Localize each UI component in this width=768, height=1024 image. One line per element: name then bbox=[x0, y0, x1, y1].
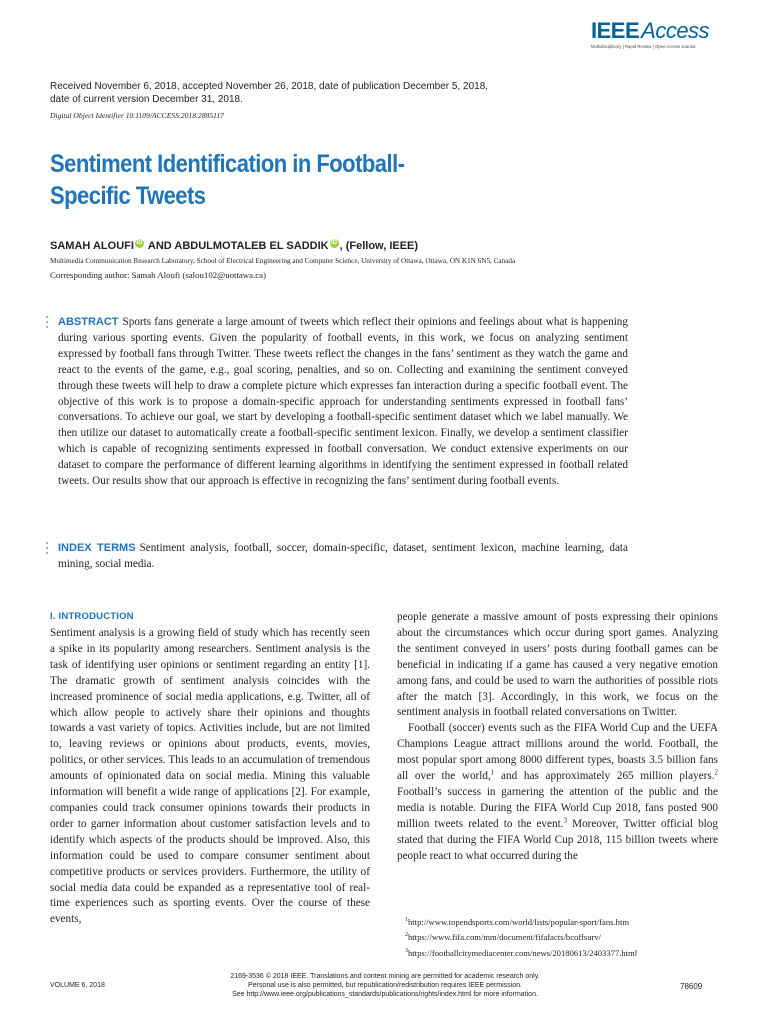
orcid-icon: iD bbox=[136, 239, 143, 246]
logo-tagline: Multidisciplinary | Rapid Review | Open Access Journal bbox=[591, 44, 696, 49]
footnote-number: 2 bbox=[405, 932, 408, 939]
abstract-text: Sports fans generate a large amount of tweets which reflect their opinions and feelings about what is happening during various sporting events. Given the popularity of football events, in this work, we focus on analyzing sentiment expressed by football fans through Twitter. These tweets reflect the changes in the fans’ sentiment as they watch the game and react to the events of the game, e.g., goal scoring, penalties, and so on. Collecting and examining the sentiment conveyed through these tweets will help to draw a complete picture which expresses fan interaction during a specific football event. The objective of this work is to propose a domain-specific approach for understanding sentiments expressed in football fans’ conversations. To achieve our goal, we start by developing a football-specific sentiment dataset which we label manually. We then utilize our dataset to automatically create a football-specific sentiment lexicon. Finally, we develop a sentiment classifier which is capable of recognizing sentiments expressed in football conversation. We conduct extensive experiments on our dataset to compare the performance of different learning algorithms in identifying the sentiment expressed in football related tweets. Our results show that our approach is effective in recognizing the fans’ sentiment during football events. bbox=[58, 316, 628, 488]
logo-wordmark bbox=[591, 20, 721, 42]
received-dates: Received November 6, 2018, accepted November 26, 2018, date of publication December 5, 2018, date of current version December 31, 2018. bbox=[50, 81, 489, 105]
footnote-number: 1 bbox=[405, 917, 408, 923]
body-column-right bbox=[397, 610, 718, 865]
affiliation: Multimedia Communication Research Laboratory, School of Electrical Engineering and Computer Science, University of Ottawa, Ottawa, ON K1N 6N5, Canada bbox=[50, 257, 516, 265]
abstract-label: ABSTRACT bbox=[58, 316, 119, 328]
author-2: AND ABDULMOTALEB EL SADDIK bbox=[147, 240, 329, 252]
license-notice bbox=[190, 972, 580, 1000]
footnotes bbox=[405, 914, 725, 960]
footnote bbox=[405, 914, 725, 929]
footnote bbox=[405, 929, 725, 944]
corresponding-author: Corresponding author: Samah Aloufi (salou102@uottawa.ca) bbox=[50, 270, 267, 280]
footnote bbox=[405, 945, 725, 960]
footnote-link[interactable]: https://footballcitymediacenter.com/news/20180613/2403377.html bbox=[408, 947, 638, 958]
volume: VOLUME 6, 2018 bbox=[50, 982, 105, 989]
index-terms-label: INDEX TERMS bbox=[58, 542, 136, 554]
footnote-link[interactable]: http://www.topendsports.com/world/lists/popular-sport/fans.htm bbox=[408, 916, 630, 927]
paragraph bbox=[397, 721, 718, 864]
abstract bbox=[58, 315, 628, 490]
footnote-ref: 1 bbox=[490, 768, 495, 777]
paper-title: Sentiment Identification in Football-Specific Tweets bbox=[50, 150, 405, 210]
index-terms-marker bbox=[46, 542, 49, 557]
section-heading: I. INTRODUCTION bbox=[50, 611, 134, 622]
paragraph: people generate a massive amount of posts expressing their opinions about the circumstances which occur during sport games. Analyzing the sentiment conveyed in users’ posts during football games can be beneficial in indicating if a game has caused a very negative emotion among fans, and could be used to warn the authorities of possible riots after the match [3]. Accordingly, in this work, we focus on the sentiment analysis in football related conversations on Twitter. bbox=[397, 611, 718, 719]
license-line: Personal use is also permitted, but republication/redistribution requires IEEE permission. bbox=[248, 982, 522, 990]
index-terms-text: Sentiment analysis, football, soccer, domain-specific, dataset, sentiment lexicon, machine learning, data mining, social media. bbox=[58, 542, 628, 570]
paragraph-text: Moreover, Twitter official blog stated that during the FIFA World Cup 2018, 115 billion tweets where people react to what occurred during the bbox=[397, 817, 718, 862]
page-number: 78609 bbox=[680, 982, 703, 991]
author-1: SAMAH ALOUFI bbox=[50, 240, 134, 252]
footnote-ref: 2 bbox=[714, 768, 718, 777]
footnote-ref: 3 bbox=[563, 816, 567, 825]
journal-logo bbox=[591, 20, 721, 60]
doi: Digital Object Identifier 10.1109/ACCESS.2018.2885117 bbox=[50, 111, 224, 120]
footnote-link[interactable]: https://www.fifa.com/mm/document/fifafacts/bcoffsurv/ bbox=[408, 932, 602, 943]
paragraph-text: and has approximately 265 million players. bbox=[494, 770, 715, 783]
author-2-suffix: , (Fellow, IEEE) bbox=[339, 240, 419, 252]
footnote-number: 3 bbox=[405, 947, 408, 954]
logo-access: Access bbox=[641, 18, 710, 43]
paragraph-text: Football (soccer) events such as the FIFA World Cup and the UEFA Champions League attract millions around the world. Football, the most popular sport among 8000 different types, boasts 3.5 billion fans all over the world, bbox=[397, 722, 718, 783]
license-line: See http://www.ieee.org/publications_standards/publications/rights/index.html for more information. bbox=[232, 991, 538, 999]
license-line: 2169-3536 © 2018 IEEE. Translations and content mining are permitted for academic research only. bbox=[230, 973, 540, 980]
paragraph-text: Football’s success in garnering the attention of the public and the media is notable. During the FIFA World Cup 2018, fans posted 900 million tweets related to the event. bbox=[397, 785, 718, 830]
logo-ieee: IEEE bbox=[591, 18, 640, 43]
orcid-icon: iD bbox=[331, 239, 338, 246]
author-line bbox=[50, 240, 418, 252]
index-terms bbox=[58, 541, 628, 573]
body-column-left: Sentiment analysis is a growing field of study which has recently seen a spike in its popularity among researchers. Sentiment analysis is the task of identifying user opinions or sentiment regarding an entity [1]. The dramatic growth of sentiment analysis coincides with the increased prominence of social media applications, e.g. Twitter, all of which allow people to actively share their opinions and thoughts towards a vast variety of topics. Activities include, but are not limited to, leaving reviews or opinions about products, events, movies, politics, or other services. This leads to an accumulation of tremendous amounts of opinionated data on social media. Mining this valuable information will benefit a wide range of applications [2]. For example, companies could track consumer opinions towards their products in order to garner information about customer satisfaction levels and to identify which aspects of the products should be improved. Also, this information could be used to compare consumer sentiment about competitive products or services providers. Furthermore, the utility of social media data could be expanded as a representative tool of real-time experiences such as sporting events. Over the course of these events, bbox=[50, 627, 370, 926]
abstract-marker bbox=[46, 316, 49, 331]
